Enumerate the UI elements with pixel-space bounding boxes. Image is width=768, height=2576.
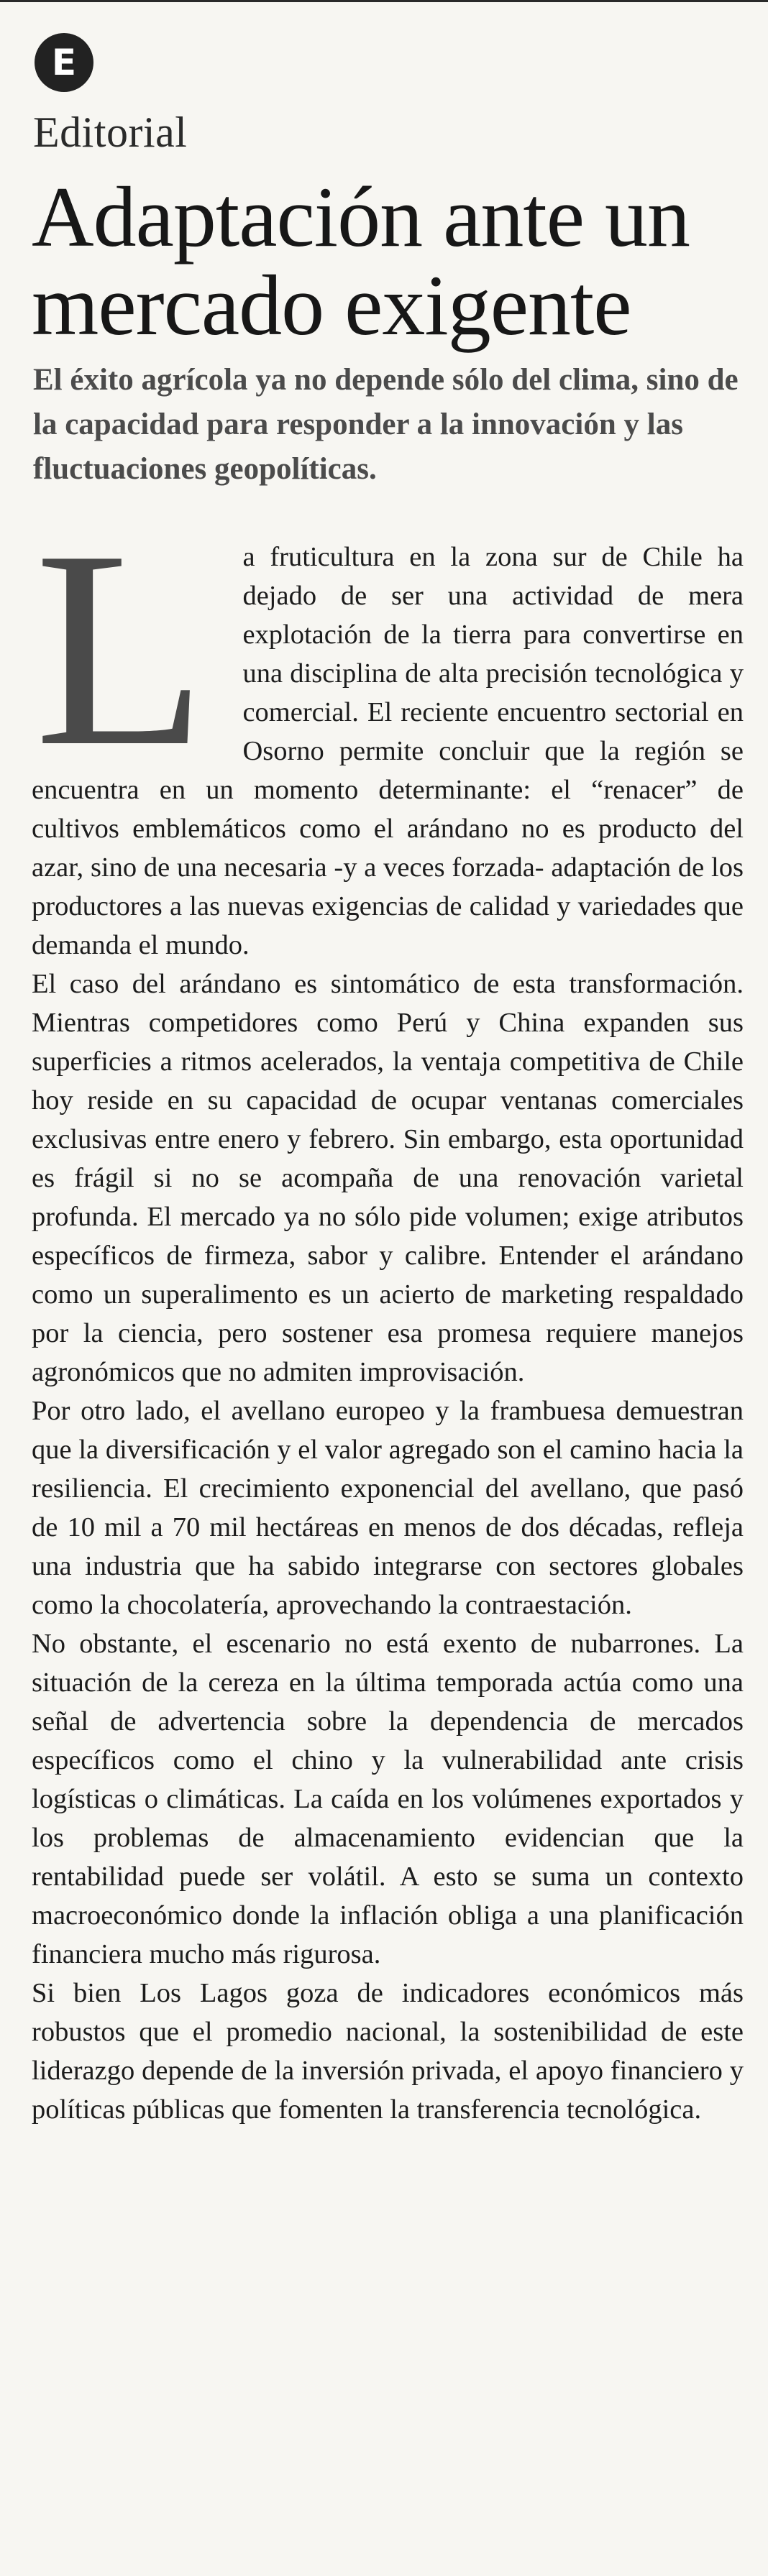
- paragraph-5: Si bien Los Lagos goza de indicadores económicos más robustos que el promedio nacional, la sostenibilidad de este liderazgo depende de la inversión privada, el apoyo financiero y políticas públicas que fomenten la transferencia tecnológica.: [32, 1978, 744, 2125]
- paragraph-1-text: a fruticultura en la zona sur de Chile ha dejado de ser una actividad de mera explotación de la tierra para convertirse en una disciplina de alta precisión tecnológica y comercial. El reciente encuentro sectorial en Osorno permite concluir que la región se encuentra en un momento determinante: el “renacer” de cultivos emblemáticos como el arándano no es producto del azar, sino de una necesaria -y a veces forzada- adaptación de los productores a las nuevas exigencias de calidad y variedades que demanda el mundo.: [32, 542, 744, 960]
- paragraph-4: No obstante, el escenario no está exento de nubarrones. La situación de la cereza en la última temporada actúa como una señal de advertencia sobre la dependencia de mercados específicos como el chino y la vulnerabilidad ante crisis logísticas o climáticas. La caída en los volúmenes exportados y los problemas de almacenamiento evidencian que la rentabilidad puede ser volátil. A esto se suma un contexto macroeconómico donde la inflación obliga a una planificación financiera mucho más rigurosa.: [32, 1629, 744, 1969]
- top-rule: [0, 0, 768, 2]
- article-body: [32, 492, 744, 2129]
- paragraph-1: [32, 492, 744, 965]
- drop-cap: L: [35, 492, 207, 804]
- headline: Adaptación ante un mercado exigente: [32, 169, 690, 353]
- section-label: Editorial: [33, 109, 188, 156]
- section-badge-letter: E: [51, 42, 77, 83]
- section-badge: [35, 33, 93, 92]
- paragraph-2: El caso del arándano es sintomático de esta transformación. Mientras competidores como Perú y China expanden sus superficies a ritmos acelerados, la ventaja competitiva de Chile hoy reside en su capacidad de ocupar ventanas comerciales exclusivas entre enero y febrero. Sin embargo, esta oportunidad es frágil si no se acompaña de una renovación varietal profunda. El mercado ya no sólo pide volumen; exige atributos específicos de firmeza, sabor y calibre. Entender el arándano como un superalimento es un acierto de marketing respaldado por la ciencia, pero sostener esa promesa requiere manejos agronómicos que no admiten improvisación.: [32, 969, 744, 1387]
- paragraph-3: Por otro lado, el avellano europeo y la frambuesa demuestran que la diversificación y el valor agregado son el camino hacia la resiliencia. El crecimiento exponencial del avellano, que pasó de 10 mil a 70 mil hectáreas en menos de dos décadas, refleja una industria que ha sabido integrarse con sectores globales como la chocolatería, aprovechando la contraestación.: [32, 1396, 744, 1620]
- subheadline: El éxito agrícola ya no depende sólo del clima, sino de la capacidad para responder a la innovación y las fluctuaciones geopolíticas.: [33, 363, 739, 486]
